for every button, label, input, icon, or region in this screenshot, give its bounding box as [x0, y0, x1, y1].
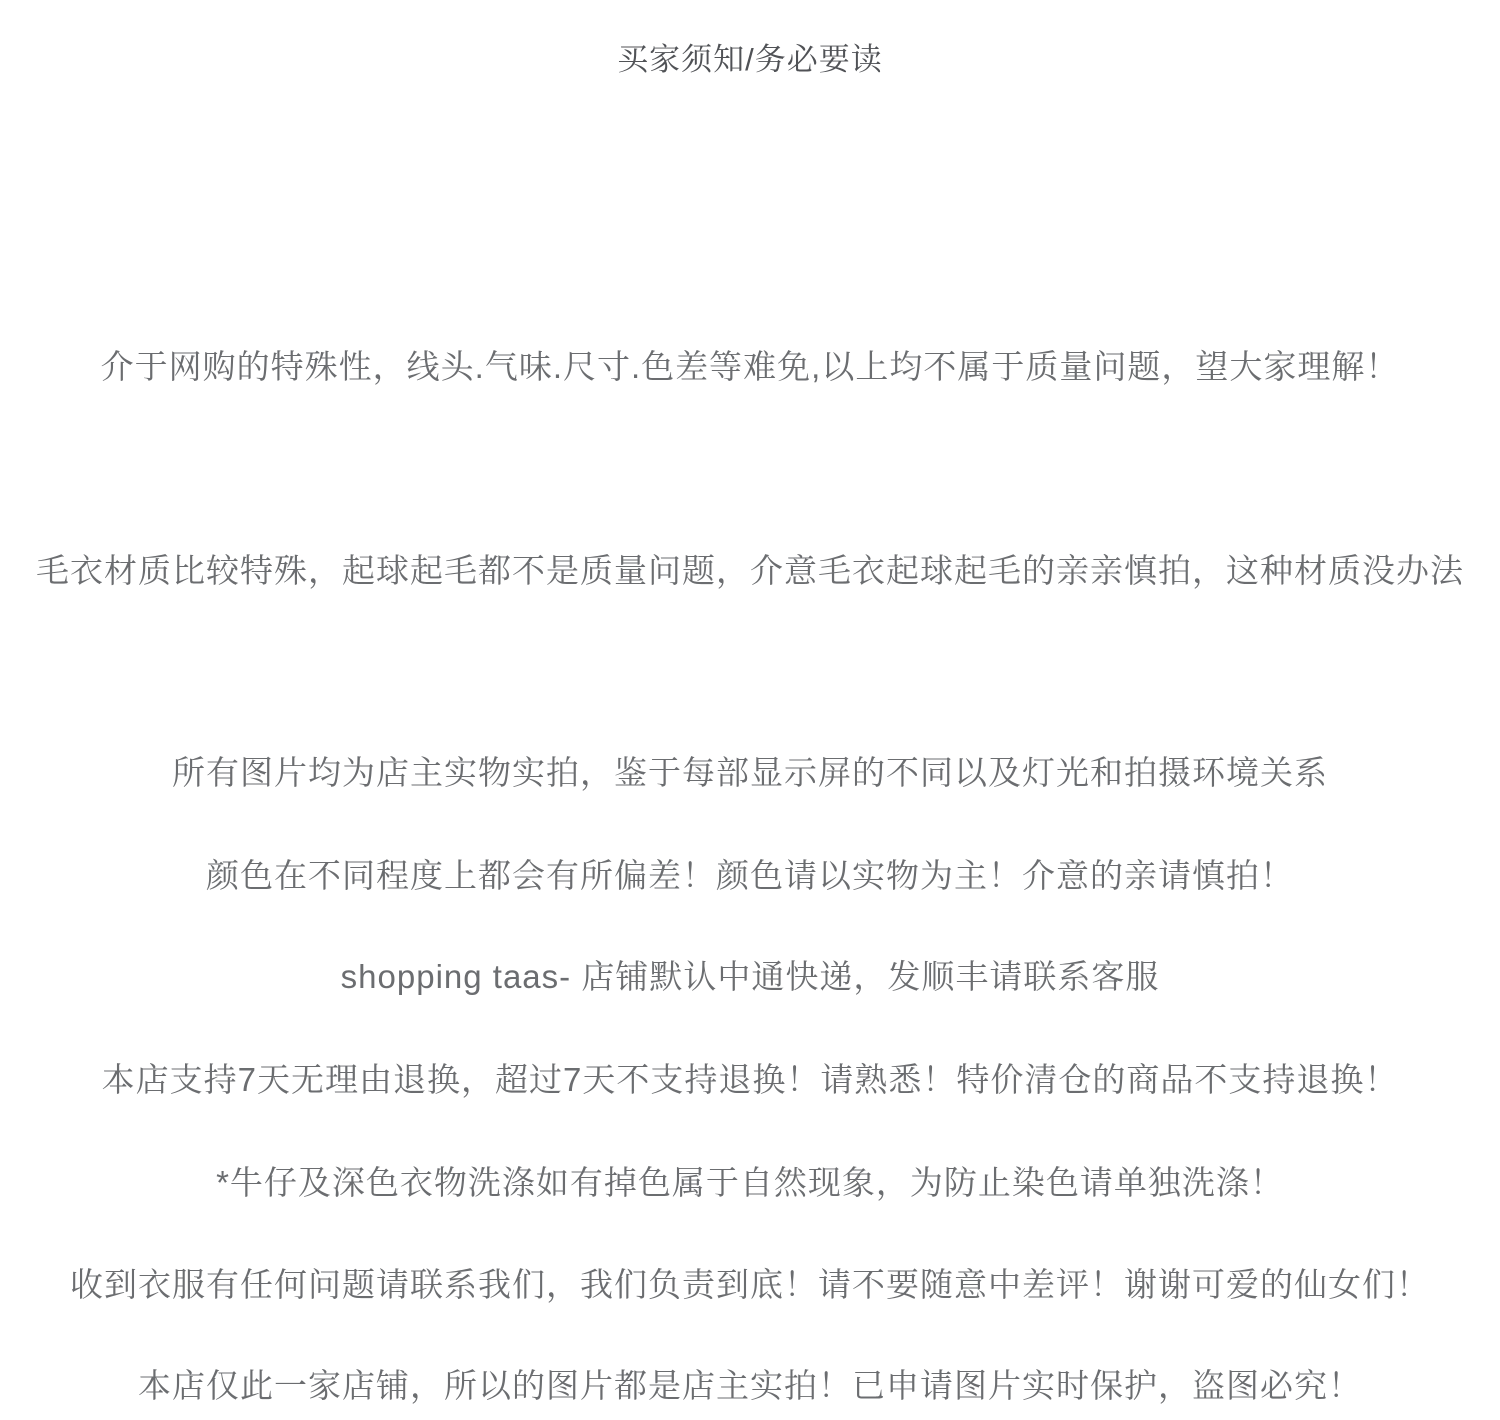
- notice-line-sweater-material: 毛衣材质比较特殊，起球起毛都不是质量问题，介意毛衣起球起毛的亲亲慎拍，这种材质没办法: [36, 552, 1464, 589]
- notice-line-online-shopping: 介于网购的特殊性，线头.气味.尺寸.色差等难免,以上均不属于质量问题，望大家理解！: [100, 348, 1400, 385]
- notice-line-contact-us: 收到衣服有任何问题请联系我们，我们负责到底！请不要随意中差评！谢谢可爱的仙女们！: [70, 1266, 1430, 1303]
- page-title: 买家须知/务必要读: [617, 42, 883, 77]
- notice-line-return-policy: 本店支持7天无理由退换，超过7天不支持退换！请熟悉！特价清仓的商品不支持退换！: [101, 1061, 1399, 1098]
- notice-line-single-store: 本店仅此一家店铺，所以的图片都是店主实拍！已申请图片实时保护，盗图必究！: [138, 1367, 1362, 1404]
- notice-line-washing: *牛仔及深色衣物洗涤如有掉色属于自然现象，为防止染色请单独洗涤！: [216, 1164, 1284, 1201]
- notice-line-photos-real: 所有图片均为店主实物实拍，鉴于每部显示屏的不同以及灯光和拍摄环境关系: [172, 754, 1328, 791]
- notice-line-shipping: shopping taas- 店铺默认中通快递，发顺丰请联系客服: [340, 958, 1160, 995]
- notice-line-color-deviation: 颜色在不同程度上都会有所偏差！颜色请以实物为主！介意的亲请慎拍！: [206, 857, 1294, 894]
